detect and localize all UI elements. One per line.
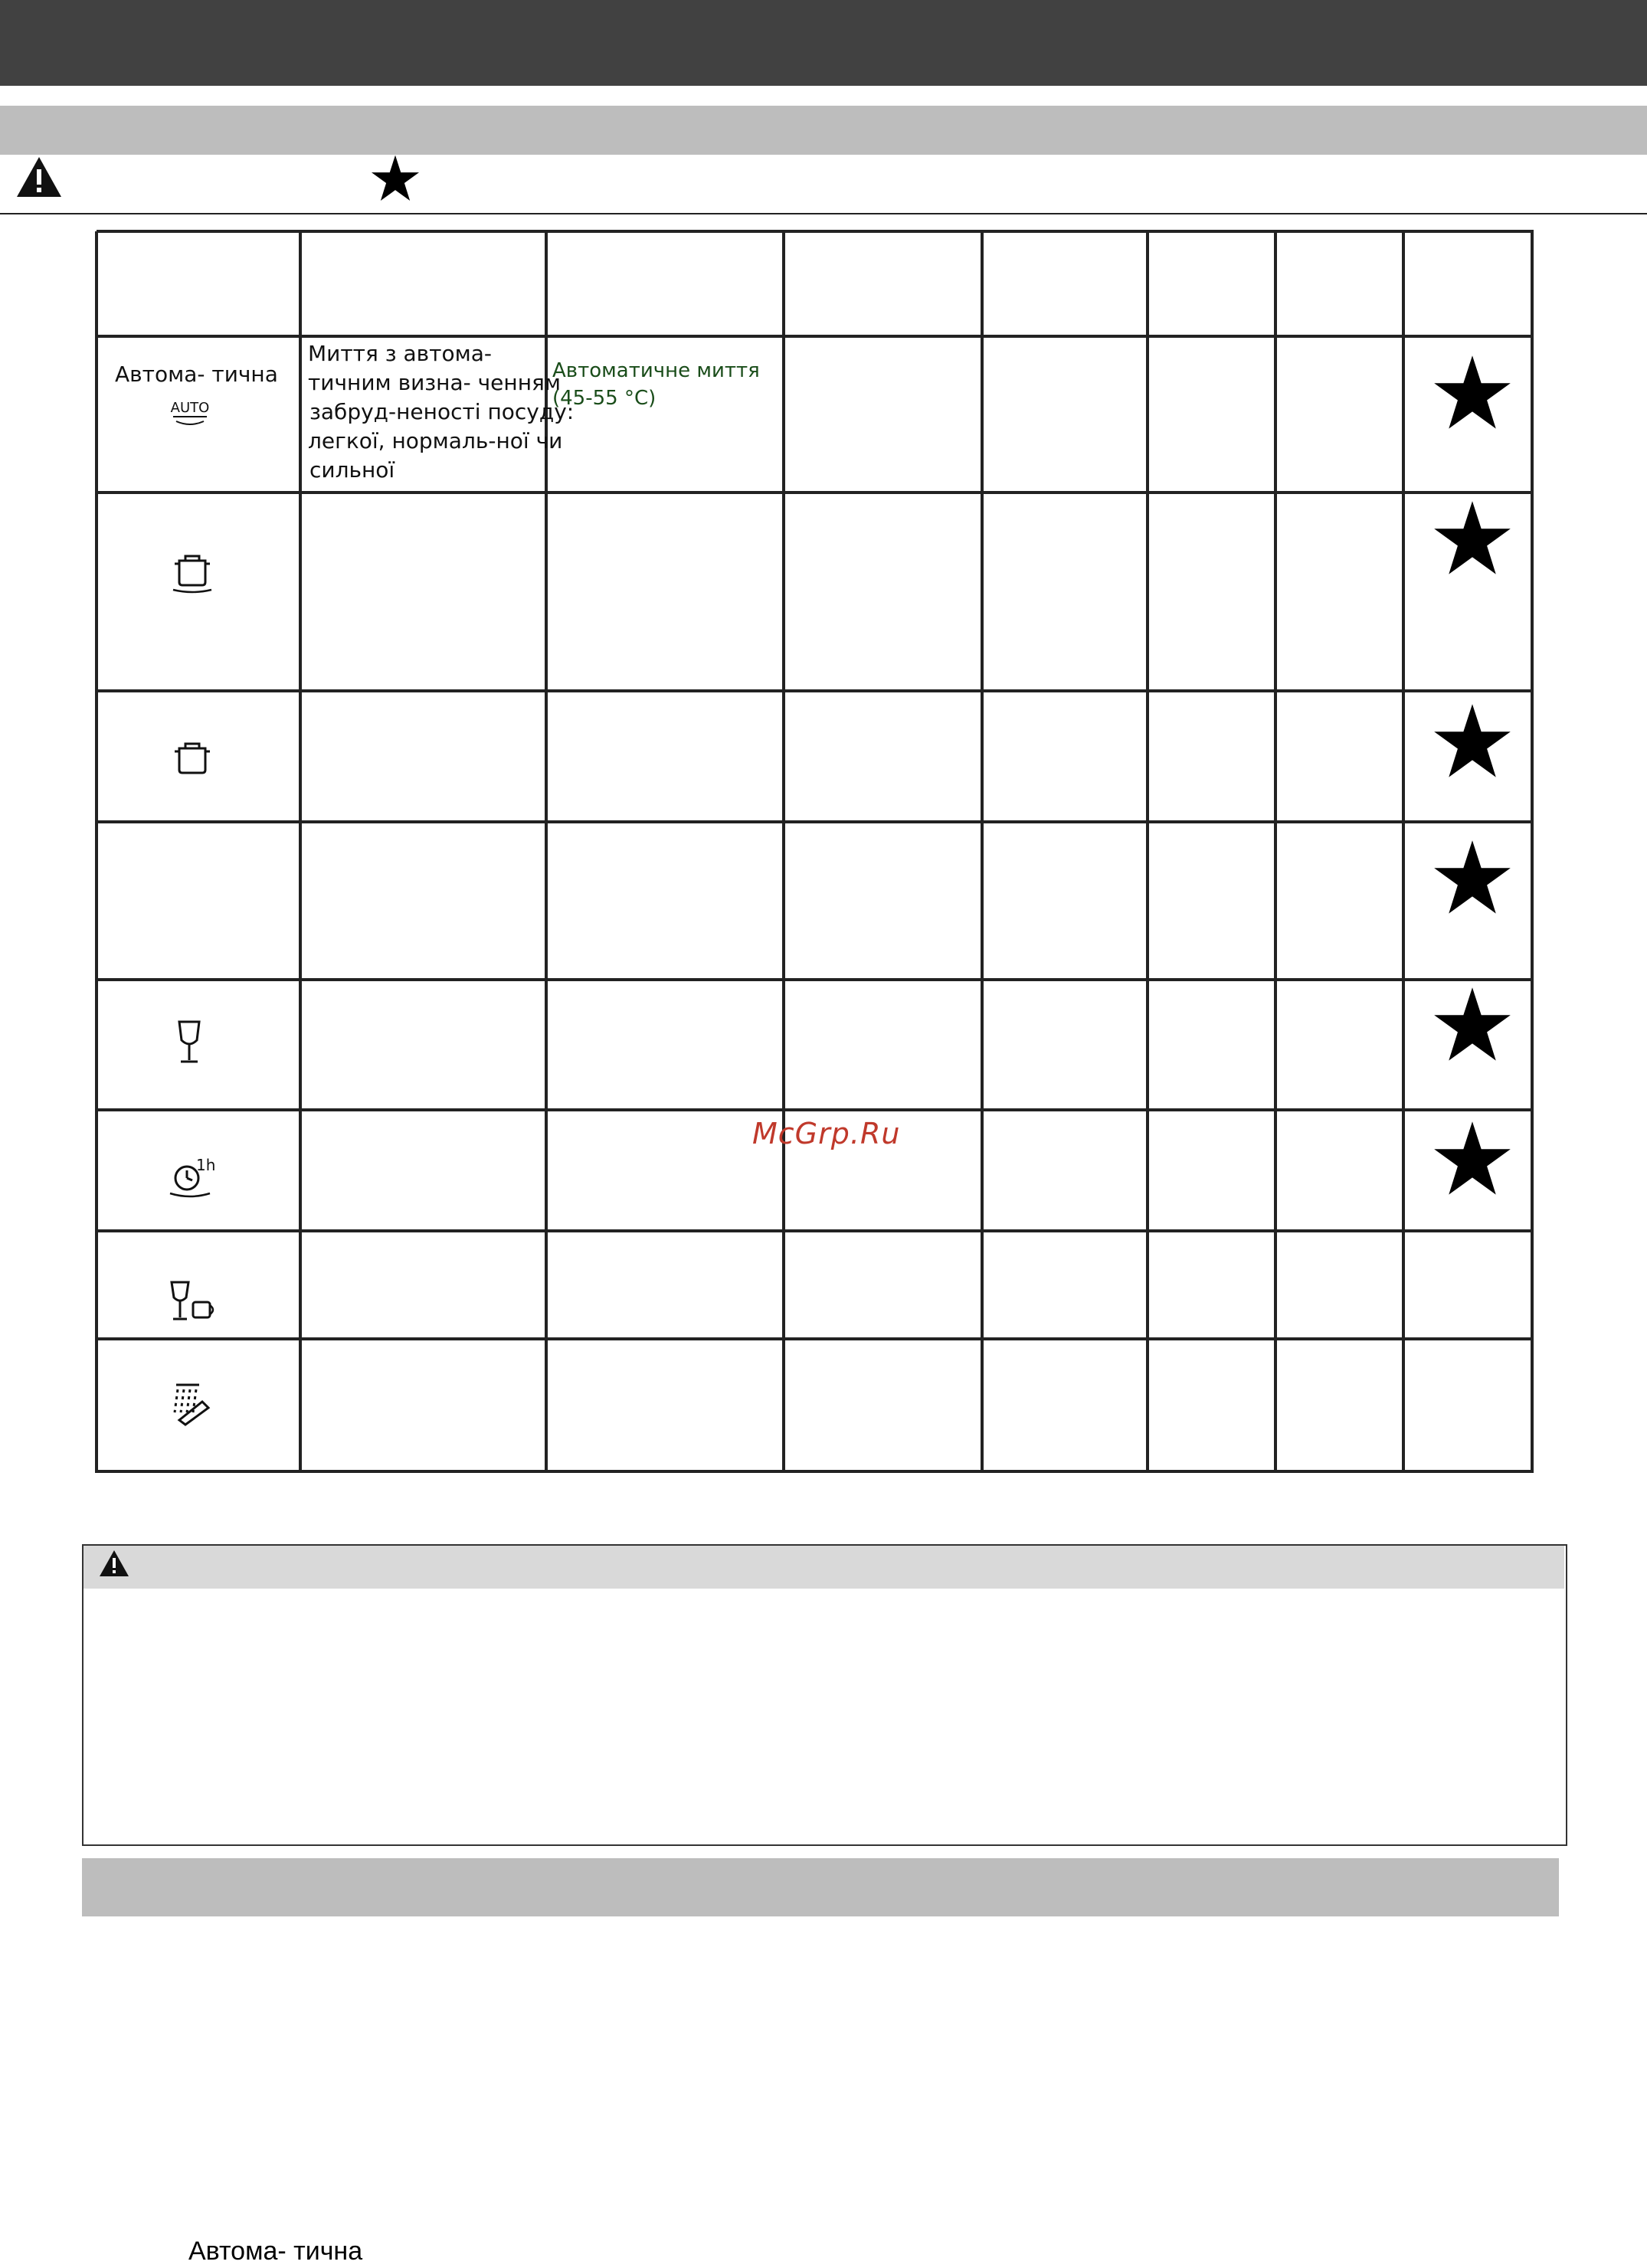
watermark: McGrp.Ru (752, 1117, 901, 1150)
table-row-line (97, 1470, 1534, 1473)
program-description-auto (308, 339, 574, 485)
description-line: Миття з автома- (308, 341, 492, 366)
star-icon (1429, 837, 1515, 918)
table-column-line (1146, 231, 1149, 1473)
table-row-line (97, 1108, 1534, 1111)
star-icon (1429, 701, 1515, 782)
table-row-line (97, 820, 1534, 823)
star-icon (1429, 984, 1515, 1065)
table-row-line (97, 335, 1534, 338)
quick-icon-label: 1h (196, 1156, 216, 1174)
star-icon (1429, 1118, 1515, 1199)
program-name-auto: Автома- тична (115, 362, 278, 387)
table-column-line (299, 231, 302, 1473)
auto-program-icon (169, 398, 211, 430)
warning-note-header (83, 1546, 1564, 1589)
auto-icon-label: AUTO (170, 400, 210, 416)
description-line: тичним визна- ченням (308, 370, 561, 395)
star-icon (1429, 352, 1515, 434)
cycle-description-auto (552, 357, 760, 412)
table-column-line (1531, 231, 1534, 1473)
warning-icon (98, 1549, 130, 1578)
description-line: забруд-неності посуду: (309, 399, 575, 424)
table-row-line (97, 689, 1534, 692)
description-line: легкої, нормаль-ної чи (308, 428, 563, 453)
section-title-bar-bottom (82, 1858, 1559, 1916)
table-row-line (97, 978, 1534, 981)
table-column-line (1274, 231, 1277, 1473)
table-row-line (97, 1229, 1534, 1232)
cycle-line: (45-55 °C) (552, 387, 657, 410)
table-row-line (97, 230, 1534, 233)
glass-icon (172, 1019, 207, 1066)
star-icon (1429, 498, 1515, 579)
intensive-pot-icon (169, 550, 216, 596)
table-row-line (97, 1337, 1534, 1340)
table-column-line (95, 231, 98, 1473)
table-column-line (782, 231, 785, 1473)
table-column-line (1402, 231, 1405, 1473)
rinse-shower-icon (169, 1379, 216, 1429)
warning-note-box (82, 1544, 1567, 1846)
bottom-caption: Автома- тична (188, 2237, 363, 2266)
cycle-line: Автоматичне миття (552, 359, 760, 382)
table-column-line (981, 231, 984, 1473)
glass-and-cup-icon (167, 1278, 218, 1325)
description-line: сильної (309, 457, 395, 483)
table-row-line (97, 491, 1534, 494)
pot-icon (169, 738, 216, 779)
quick-1h-icon (167, 1155, 216, 1203)
